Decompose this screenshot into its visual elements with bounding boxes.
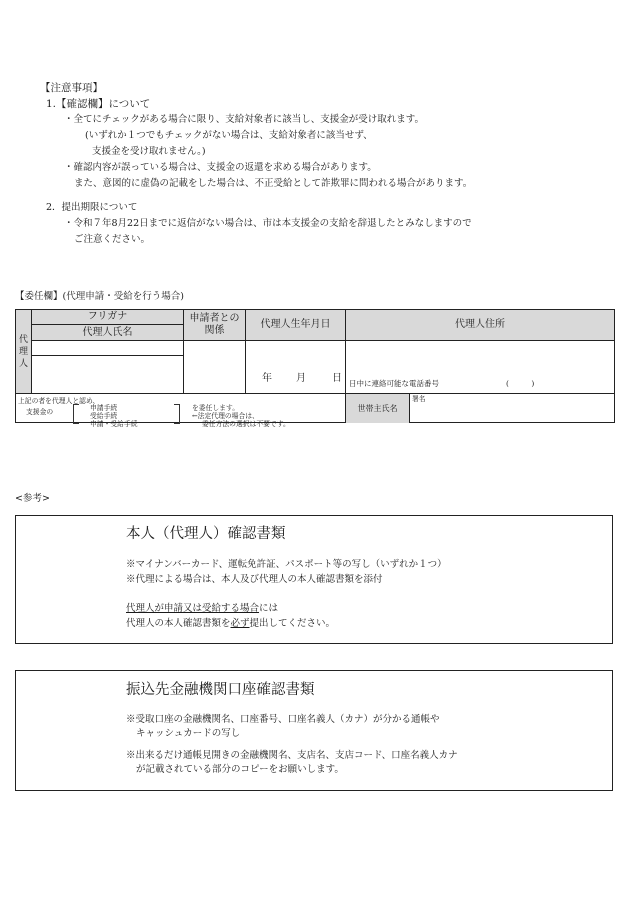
householder-label: 世帯主氏名 (357, 404, 398, 413)
delegation-table (15, 309, 615, 428)
relation-input[interactable] (183, 341, 245, 393)
bank-docs-line2: ※出来るだけ通帳見開きの金融機関名、支店名、支店コード、口座名義人カナ (126, 750, 458, 761)
id-docs-line4-pre: 代理人の本人確認書類を (126, 618, 231, 629)
id-docs-line1: ※マイナンバーカード、運転免許証、パスポート等の写し（いずれか１つ） (126, 559, 447, 570)
bank-docs-line2-sub: が記載されている部分のコピーをお願いします。 (136, 764, 344, 775)
address-label: 代理人住所 (455, 319, 505, 330)
agent-side-label (16, 310, 32, 393)
bank-documents-box (15, 670, 613, 791)
note-item1-title: 1.【確認欄】について (46, 98, 151, 110)
note-item1-bullet1-sub1: (いずれか１つでもチェックがない場合は、支給対象者に該当せず、 (85, 130, 373, 141)
id-docs-line4-post: 提出してください。 (249, 618, 336, 629)
note-item1-bullet2-sub: また、意図的に虚偽の記載をした場合は、不正受給として詐欺罪に問われる場合があります。 (74, 178, 473, 189)
option-apply-receive[interactable]: 申請・受給手続 (90, 420, 138, 428)
bank-documents-title: 振込先金融機関口座確認書類 (126, 682, 315, 698)
id-documents-box (15, 515, 613, 644)
delegation-statement-row (16, 393, 614, 428)
note-item2-title: 2．提出期限について (46, 202, 138, 213)
id-documents-title: 本人（代理人）確認書類 (126, 526, 286, 542)
options-left-bracket (73, 404, 79, 424)
side-char-1: 代 (18, 334, 28, 345)
signature-input[interactable] (409, 394, 614, 423)
phone-paren: ( ) (506, 379, 535, 388)
id-docs-line2: ※代理による場合は、本人及び代理人の本人確認書類を添付 (126, 574, 383, 585)
id-docs-line4 (126, 617, 335, 630)
note-item1-bullet1-sub2: 支援金を受け取れません。) (92, 146, 206, 157)
reference-heading: <参考> (15, 493, 50, 504)
bank-docs-line1-sub: キャッシュカードの写し (136, 728, 241, 739)
delegation-heading: 【委任欄】(代理申請・受給を行う場合) (15, 291, 184, 302)
birthdate-input[interactable] (245, 341, 345, 393)
statement-prefix: 支援金の (26, 408, 54, 416)
id-docs-line3 (126, 602, 278, 615)
furigana-header (32, 310, 183, 325)
legal-note-2: 委任方法の選択は不要です。 (202, 420, 290, 428)
statement-line1: 上記の者を代理人と認め、 (18, 397, 100, 405)
relation-label-1: 申請者との (189, 313, 240, 324)
address-input[interactable] (345, 341, 614, 393)
note-item2-bullet1: ・令和７年8月22日までに返信がない場合は、市は本支援金の支給を辞退したとみなしますので (64, 218, 472, 229)
birthdate-header (245, 310, 345, 341)
householder-label-cell (345, 394, 409, 423)
note-item2-bullet1-sub: ご注意ください。 (74, 234, 151, 245)
signature-label: 署名 (412, 395, 426, 403)
id-docs-line3-underlined: 代理人が申請又は受給する場合 (126, 603, 260, 614)
date-year-label: 年 (262, 373, 272, 384)
id-docs-line3-rest: には (259, 603, 279, 614)
option-apply[interactable]: 申請手続 (90, 404, 118, 412)
note-item1-bullet2: ・確認内容が誤っている場合は、支援金の返還を求める場合があります。 (64, 162, 377, 173)
note-item1-bullet1: ・全てにチェックがある場合に限り、支給対象者に該当し、支援金が受け取れます。 (64, 114, 424, 125)
relation-label-2: 関係 (204, 325, 225, 336)
agent-name-header (32, 325, 183, 341)
date-month-label: 月 (296, 373, 306, 384)
options-right-bracket (174, 404, 180, 424)
legal-note-1: ←法定代理の場合は、 (192, 412, 259, 420)
side-char-2: 理 (18, 346, 28, 357)
option-receive[interactable]: 受給手続 (90, 412, 118, 420)
id-docs-line4-must: 必ず (230, 618, 250, 629)
address-header (345, 310, 614, 341)
date-day-label: 日 (332, 373, 342, 384)
bank-docs-line1: ※受取口座の金融機関名、口座番号、口座名義人（カナ）が分かる通帳や (126, 714, 440, 725)
birthdate-label: 代理人生年月日 (260, 319, 331, 330)
relation-header (183, 310, 245, 341)
agent-name-input[interactable] (32, 356, 183, 393)
side-char-3: 人 (18, 358, 28, 369)
entrust-text: を委任します。 (192, 404, 240, 412)
furigana-label: フリガナ (87, 311, 128, 322)
agent-name-label: 代理人氏名 (82, 326, 133, 338)
furigana-input[interactable] (32, 341, 183, 356)
notes-heading: 【注意事項】 (40, 82, 103, 94)
phone-label: 日中に連絡可能な電話番号 (349, 379, 439, 388)
